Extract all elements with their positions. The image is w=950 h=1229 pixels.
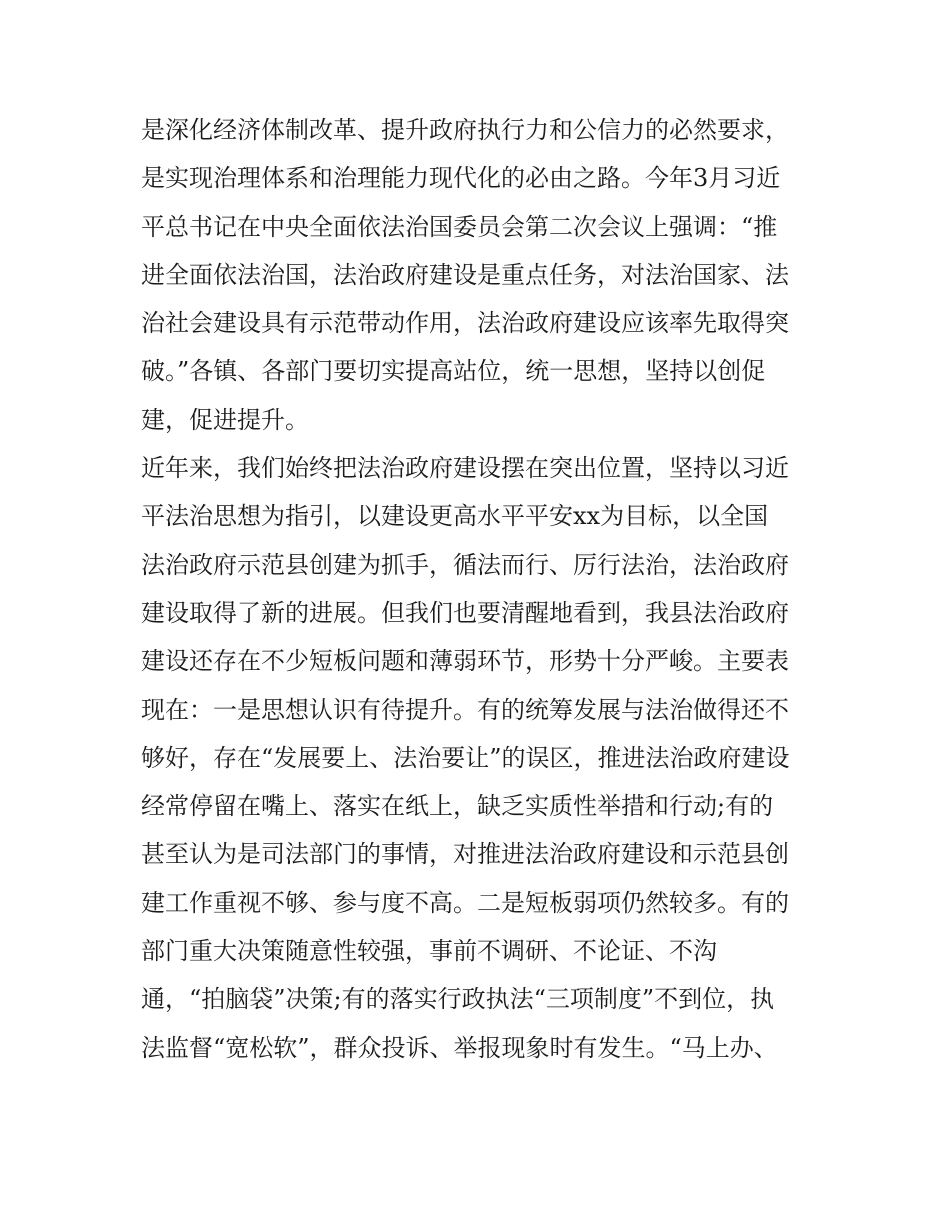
text-line: 进全面依法治国，法治政府建设是重点任务，对法治国家、法 [141,260,789,289]
text-line: 建工作重视不够、参与度不高。二是短板弱项仍然较多。有的 [141,888,789,917]
text-line: 是深化经济体制改革、提升政府执行力和公信力的必然要求， [141,116,789,144]
text-line: 够好，存在“发展要上、法治要让”的误区，推进法治政府建设 [141,743,790,772]
text-line: 是实现治理体系和治理能力现代化的必由之路。今年3月习近 [141,164,781,193]
text-line: 治社会建设具有示范带动作用，法治政府建设应该率先取得突 [141,309,789,338]
text-line: 建设还存在不少短板问题和薄弱环节，形势十分严峻。主要表 [141,647,789,676]
text-line: 经常停留在嘴上、落实在纸上，缺乏实质性举措和行动;有的 [141,792,774,821]
body-text [141,106,821,1072]
text-line: 部门重大决策随意性较强，事前不调研、不论证、不沟 [141,937,717,966]
text-line: 现在：一是思想认识有待提升。有的统筹发展与法治做得还不 [141,695,789,724]
text-line: 甚至认为是司法部门的事情，对推进法治政府建设和示范县创 [141,840,789,869]
text-line: 通，“拍脑袋”决策;有的落实行政执法“三项制度”不到位，执 [141,985,775,1014]
text-line: 法监督“宽松软”，群众投诉、举报现象时有发生。“马上办、 [141,1033,778,1062]
text-line: 破。”各镇、各部门要切实提高站位，统一思想，坚持以创促 [141,357,766,386]
text-line: 建设取得了新的进展。但我们也要清醒地看到，我县法治政府 [141,598,789,627]
text-line: 法治政府示范县创建为抓手，循法而行、厉行法治，法治政府 [141,550,789,579]
text-line: 平总书记在中央全面依法治国委员会第二次会议上强调：“推 [141,212,778,241]
text-line: 近年来，我们始终把法治政府建设摆在突出位置，坚持以习近 [141,454,789,483]
text-line: 平法治思想为指引，以建设更高水平平安xx为目标，以全国 [141,502,769,531]
text-line: 建，促进提升。 [141,405,309,434]
